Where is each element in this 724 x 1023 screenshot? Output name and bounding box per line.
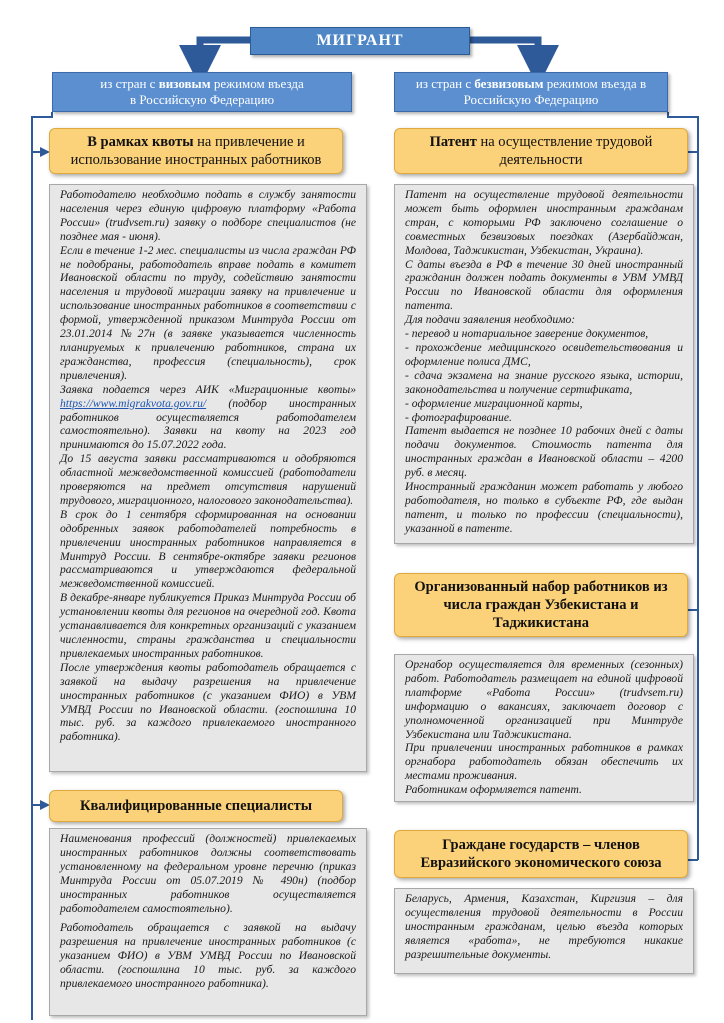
quota-heading-line2: использование иностранных работников (70, 152, 322, 168)
quota-p2: Если в течение 1-2 мес. специалисты из числа граждан РФ не подобраны, работодатель вправе подать в комитет Ивановской области по труду, содействию занятости населения и трудовой миграции заявку на привлечение и использование иностранных работников в соответствии с формой, утвержденной приказом Минтруда России от 23.01.2014 №27н (в заявке указывается численность планируемых к привлечению работников, страна их гражданства, профессия (специальность), срок привлечения). (60, 243, 356, 382)
visafree-pre: из стран с (415, 76, 475, 91)
page-title: МИГРАНТ (250, 27, 470, 55)
quota-p7: После утверждения квоты работодатель обращается с заявкой на выдачу разрешения на привлечение иностранных работников (с указанием ФИО) в УВМ УМВД России по Ивановской области. (госпошлина 10 тыс. руб. за каждого привлекаемого иностранного работника). (60, 660, 356, 744)
quota-p1: Работодателю необходимо подать в службу занятости населения через единую цифровую платформу «Работа России» (trudvsem.ru) заявку о подборе специалистов (не позднее мая - июня). (60, 188, 356, 243)
patent-text-box (394, 184, 694, 544)
visa-pre: из стран с (100, 76, 159, 91)
migrakvota-link[interactable]: https://www.migrakvota.gov.ru/ (60, 396, 207, 410)
patent-item: - оформление миграционной карты, (405, 396, 583, 410)
visa-bold: визовым (158, 76, 211, 91)
quota-p6: В декабре-январе публикуется Приказ Минтруда России об установлении квоты для регионов на очередной год. Квота устанавливается для конкретных организаций с указанием численности, страны гражданства и специальности привлекаемых иностранных работников. (60, 591, 356, 660)
patent-p1: Патент на осуществление трудовой деятельности может быть оформлен иностранным гражданам стран, с которыми РФ заключено соглашение о совместных безвизовых поездках (Азербайджан, Молдова, Таджикистан, Узбекистан, Украина). (405, 188, 683, 257)
orgnabor-p2: При привлечении иностранных работников в рамках оргнабора работодатель обязан обеспечить их местами проживания. (405, 741, 683, 783)
eaeu-heading-line1: Граждане государств – членов (442, 837, 640, 853)
patent-item: - перевод и нотариальное заверение документов, (405, 327, 649, 341)
quota-p3: Заявка подается через АИК «Миграционные квоты» https://www.migrakvota.gov.ru/ (подбор иностранных работников осуществляется работодателем самостоятельно). Заявки на квоту на 2023 год принимаются до 15.07.2022 года. (60, 382, 356, 452)
quota-heading-rest: на привлечение и (193, 134, 305, 150)
orgnabor-text-box (394, 654, 694, 802)
orgnabor-heading (394, 573, 688, 637)
eaeu-p1: Беларусь, Армения, Казахстан, Киргизия – для осуществления трудовой деятельности в России иностранным гражданам, целью въезда которых является «работа», не требуются никакие разрешительные документы. (405, 892, 683, 961)
visafree-regime-box (394, 72, 668, 112)
patent-heading (394, 128, 688, 174)
eaeu-text-box (394, 888, 694, 974)
quota-heading-bold: В рамках квоты (87, 134, 194, 150)
patent-heading-bold: Патент (429, 134, 477, 150)
qualified-p1: Наименования профессий (должностей) привлекаемых иностранных работников должны соответствовать установленному на федеральном уровне перечню (приказ Минтруда России от 05.07.2019 № 490н) (подбор иностранных работников осуществляется работодателем самостоятельно). (60, 832, 356, 915)
eaeu-heading (394, 830, 688, 878)
patent-p4: Патент выдается не позднее 10 рабочих дней с даты подачи документов. Стоимость патента для иностранных граждан в Ивановской области – 4200 руб. в месяц. (405, 424, 683, 480)
visafree-line2: Российскую Федерацию (463, 92, 599, 107)
orgnabor-heading-line3: Таджикистана (492, 615, 590, 631)
orgnabor-p3: Работникам оформляется патент. (405, 783, 582, 797)
patent-heading-line2: деятельности (499, 152, 583, 168)
patent-item: - сдача экзамена на знание русского языка, истории, законодательства и получение сертификата, (405, 368, 683, 396)
visa-line2: в Российскую Федерацию (129, 92, 275, 107)
visa-regime-box (52, 72, 352, 112)
patent-heading-rest: на осуществление трудовой (476, 134, 653, 150)
qualified-heading-text: Квалифицированные специалисты (79, 798, 313, 814)
patent-p5: Иностранный гражданин может работать у любого работодателя, но только в субъекте РФ, где выдан патент, и только по профессии (специальности), указанной в патенте. (405, 480, 683, 535)
eaeu-heading-line2: Евразийского экономического союза (420, 855, 662, 871)
quota-p4: До 15 августа заявки рассматриваются и одобряются областной межведомственной комиссией (работодатели проверяются на предмет отсутствия нарушений трудового, миграционного, налогового законодательства). (60, 452, 356, 507)
visafree-post: режимом въезда в (543, 76, 647, 91)
patent-p2: С даты въезда в РФ в течение 30 дней иностранный гражданин должен подать документы в УВМ УМВД России по Ивановской области для оформления патента. (405, 257, 683, 313)
quota-text-box (49, 184, 367, 772)
orgnabor-heading-line2: числа граждан Узбекистана и (443, 597, 639, 613)
patent-p3: Для подачи заявления необходимо: (405, 313, 576, 327)
qualified-heading (49, 790, 343, 822)
orgnabor-p1: Оргнабор осуществляется для временных (сезонных) работ. Работодатель размещает на единой цифровой платформе «Работа России» (trudvsem.ru) информацию о вакансиях, заключает договор с уполномоченной организацией при Минтруде Узбекистана или Таджикистана. (405, 658, 683, 741)
orgnabor-heading-line1: Организованный набор работников из (414, 579, 668, 595)
visa-post: режимом въезда (210, 76, 304, 91)
quota-heading (49, 128, 343, 174)
qualified-text-box (49, 828, 367, 1016)
qualified-p2: Работодатель обращается с заявкой на выдачу разрешения на привлечение иностранных работников (с указанием ФИО) в УВМ УМВД России по Ивановской области. (госпошлина 10 тыс. руб. за каждого привлекаемого иностранного работника). (60, 921, 356, 991)
quota-p5: В срок до 1 сентября сформированная на основании одобренных заявок работодателей потребность в привлечении иностранных работников направляется в Минтруд России. В сентябре-октябре заявки регионов рассматриваются и утверждаются федеральной межведомственной комиссией. (60, 507, 356, 591)
patent-item: - прохождение медицинского освидетельствования и оформление полиса ДМС, (405, 340, 683, 368)
visafree-bold: безвизовым (474, 76, 544, 91)
patent-item: - фотографирование. (405, 410, 512, 424)
